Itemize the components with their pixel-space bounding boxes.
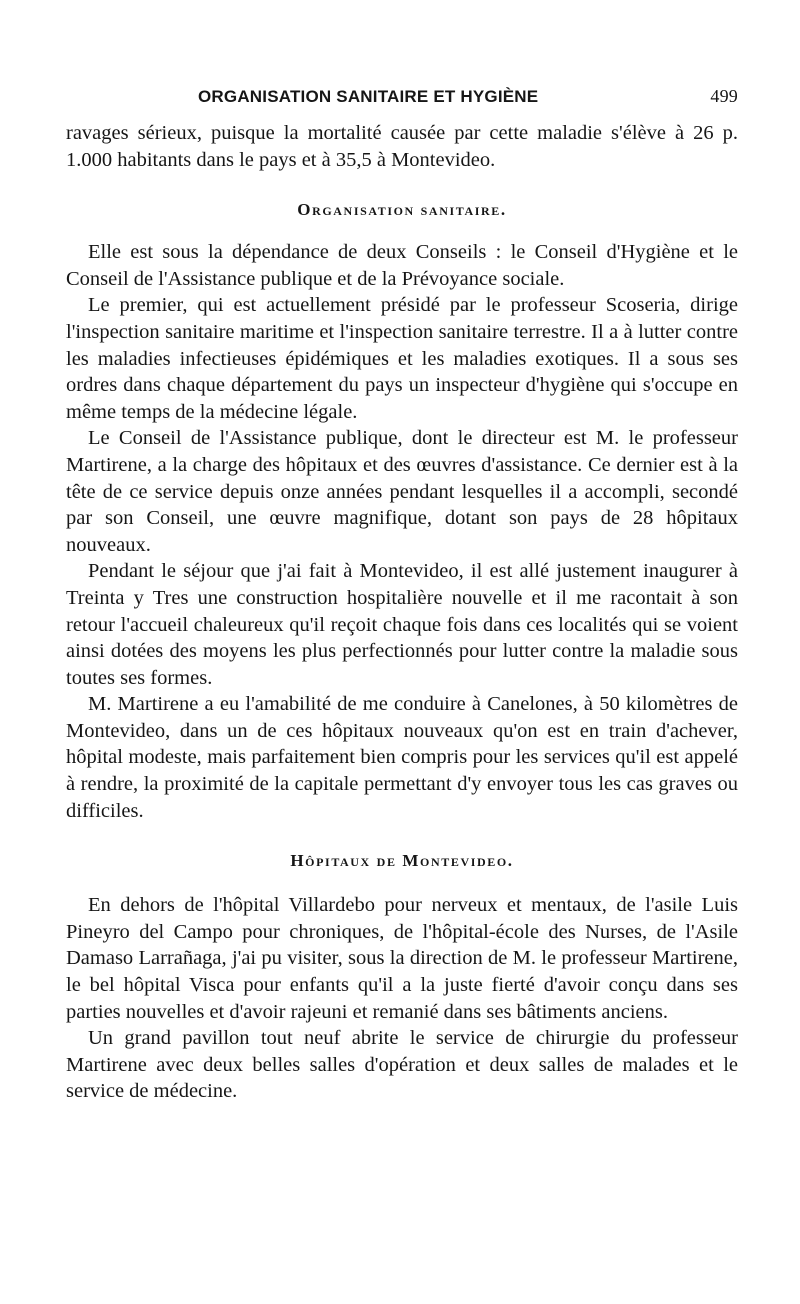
paragraph-pavillon-chirurgie: Un grand pavillon tout neuf abrite le service de chirurgie du professeur Martirene avec deux belles salles d'opération et deux salles de malades et le service de médecine. — [66, 1027, 738, 1103]
book-page — [66, 86, 738, 1105]
section-title-organisation-sanitaire: Organisation sanitaire. — [297, 200, 507, 220]
intro-paragraph: ravages sérieux, puisque la mortalité causée par cette maladie s'élève à 26 p. 1.000 habitants dans le pays et à 35,5 à Montevideo. — [66, 122, 738, 171]
page-number: 499 — [710, 86, 738, 106]
section-title-hopitaux-montevideo: Hôpitaux de Montevideo. — [290, 851, 514, 871]
running-title: ORGANISATION SANITAIRE ET HYGIÈNE — [198, 87, 539, 106]
paragraph-hopital-visca: En dehors de l'hôpital Villardebo pour nerveux et mentaux, de l'asile Luis Pineyro del Campo pour chroniques, de l'hôpital-école des Nurses, de l'Asile Damaso Larrañaga, j'ai pu visiter, sous la direction de M. le professeur Martirene, le bel hôpital Visca pour enfants qu'il a la juste fierté d'avoir conçu dans ses parties nouvelles et d'avoir rajeuni et remanié dans ses bâtiments anciens. — [66, 894, 738, 1023]
paragraph-assistance-publique: Le Conseil de l'Assistance publique, dont le directeur est M. le professeur Martirene, a la charge des hôpitaux et des œuvres d'assistance. Ce dernier est à la tête de ce service depuis onze années pendant lesquelles il a accompli, secondé par son Conseil, une œuvre magnifique, dotant son pays de 28 hôpitaux nouveaux. — [66, 427, 738, 556]
paragraph-conseil-hygiene: Le premier, qui est actuellement présidé par le professeur Scoseria, dirige l'inspection sanitaire maritime et l'inspection sanitaire terrestre. Il a à lutter contre les maladies infectieuses épidémiques et les maladies exotiques. Il a sous ses ordres dans chaque département du pays un inspecteur d'hygiène qui s'occupe en même temps de la médecine légale. — [66, 294, 738, 423]
paragraph-treinta-y-tres: Pendant le séjour que j'ai fait à Montevideo, il est allé justement inaugurer à Treinta y Tres une construction hospitalière nouvelle et il me racontait à son retour l'accueil chaleureux qu'il reçoit chaque fois dans ces localités qui se voient ainsi dotées des moyens les plus perfectionnés pour lutter contre la maladie sous toutes ses formes. — [66, 560, 738, 689]
paragraph-conseils: Elle est sous la dépendance de deux Conseils : le Conseil d'Hygiène et le Conseil de l'Assistance publique et de la Prévoyance sociale. — [66, 241, 738, 290]
running-header — [66, 86, 738, 116]
paragraph-canelones: M. Martirene a eu l'amabilité de me conduire à Canelones, à 50 kilomètres de Montevideo, dans un de ces hôpitaux nouveaux qu'on est en train d'achever, hôpital modeste, mais parfaitement bien compris pour les services qu'il est appelé à rendre, la proximité de la capitale permettant d'y envoyer tous les cas graves ou difficiles. — [66, 693, 738, 822]
